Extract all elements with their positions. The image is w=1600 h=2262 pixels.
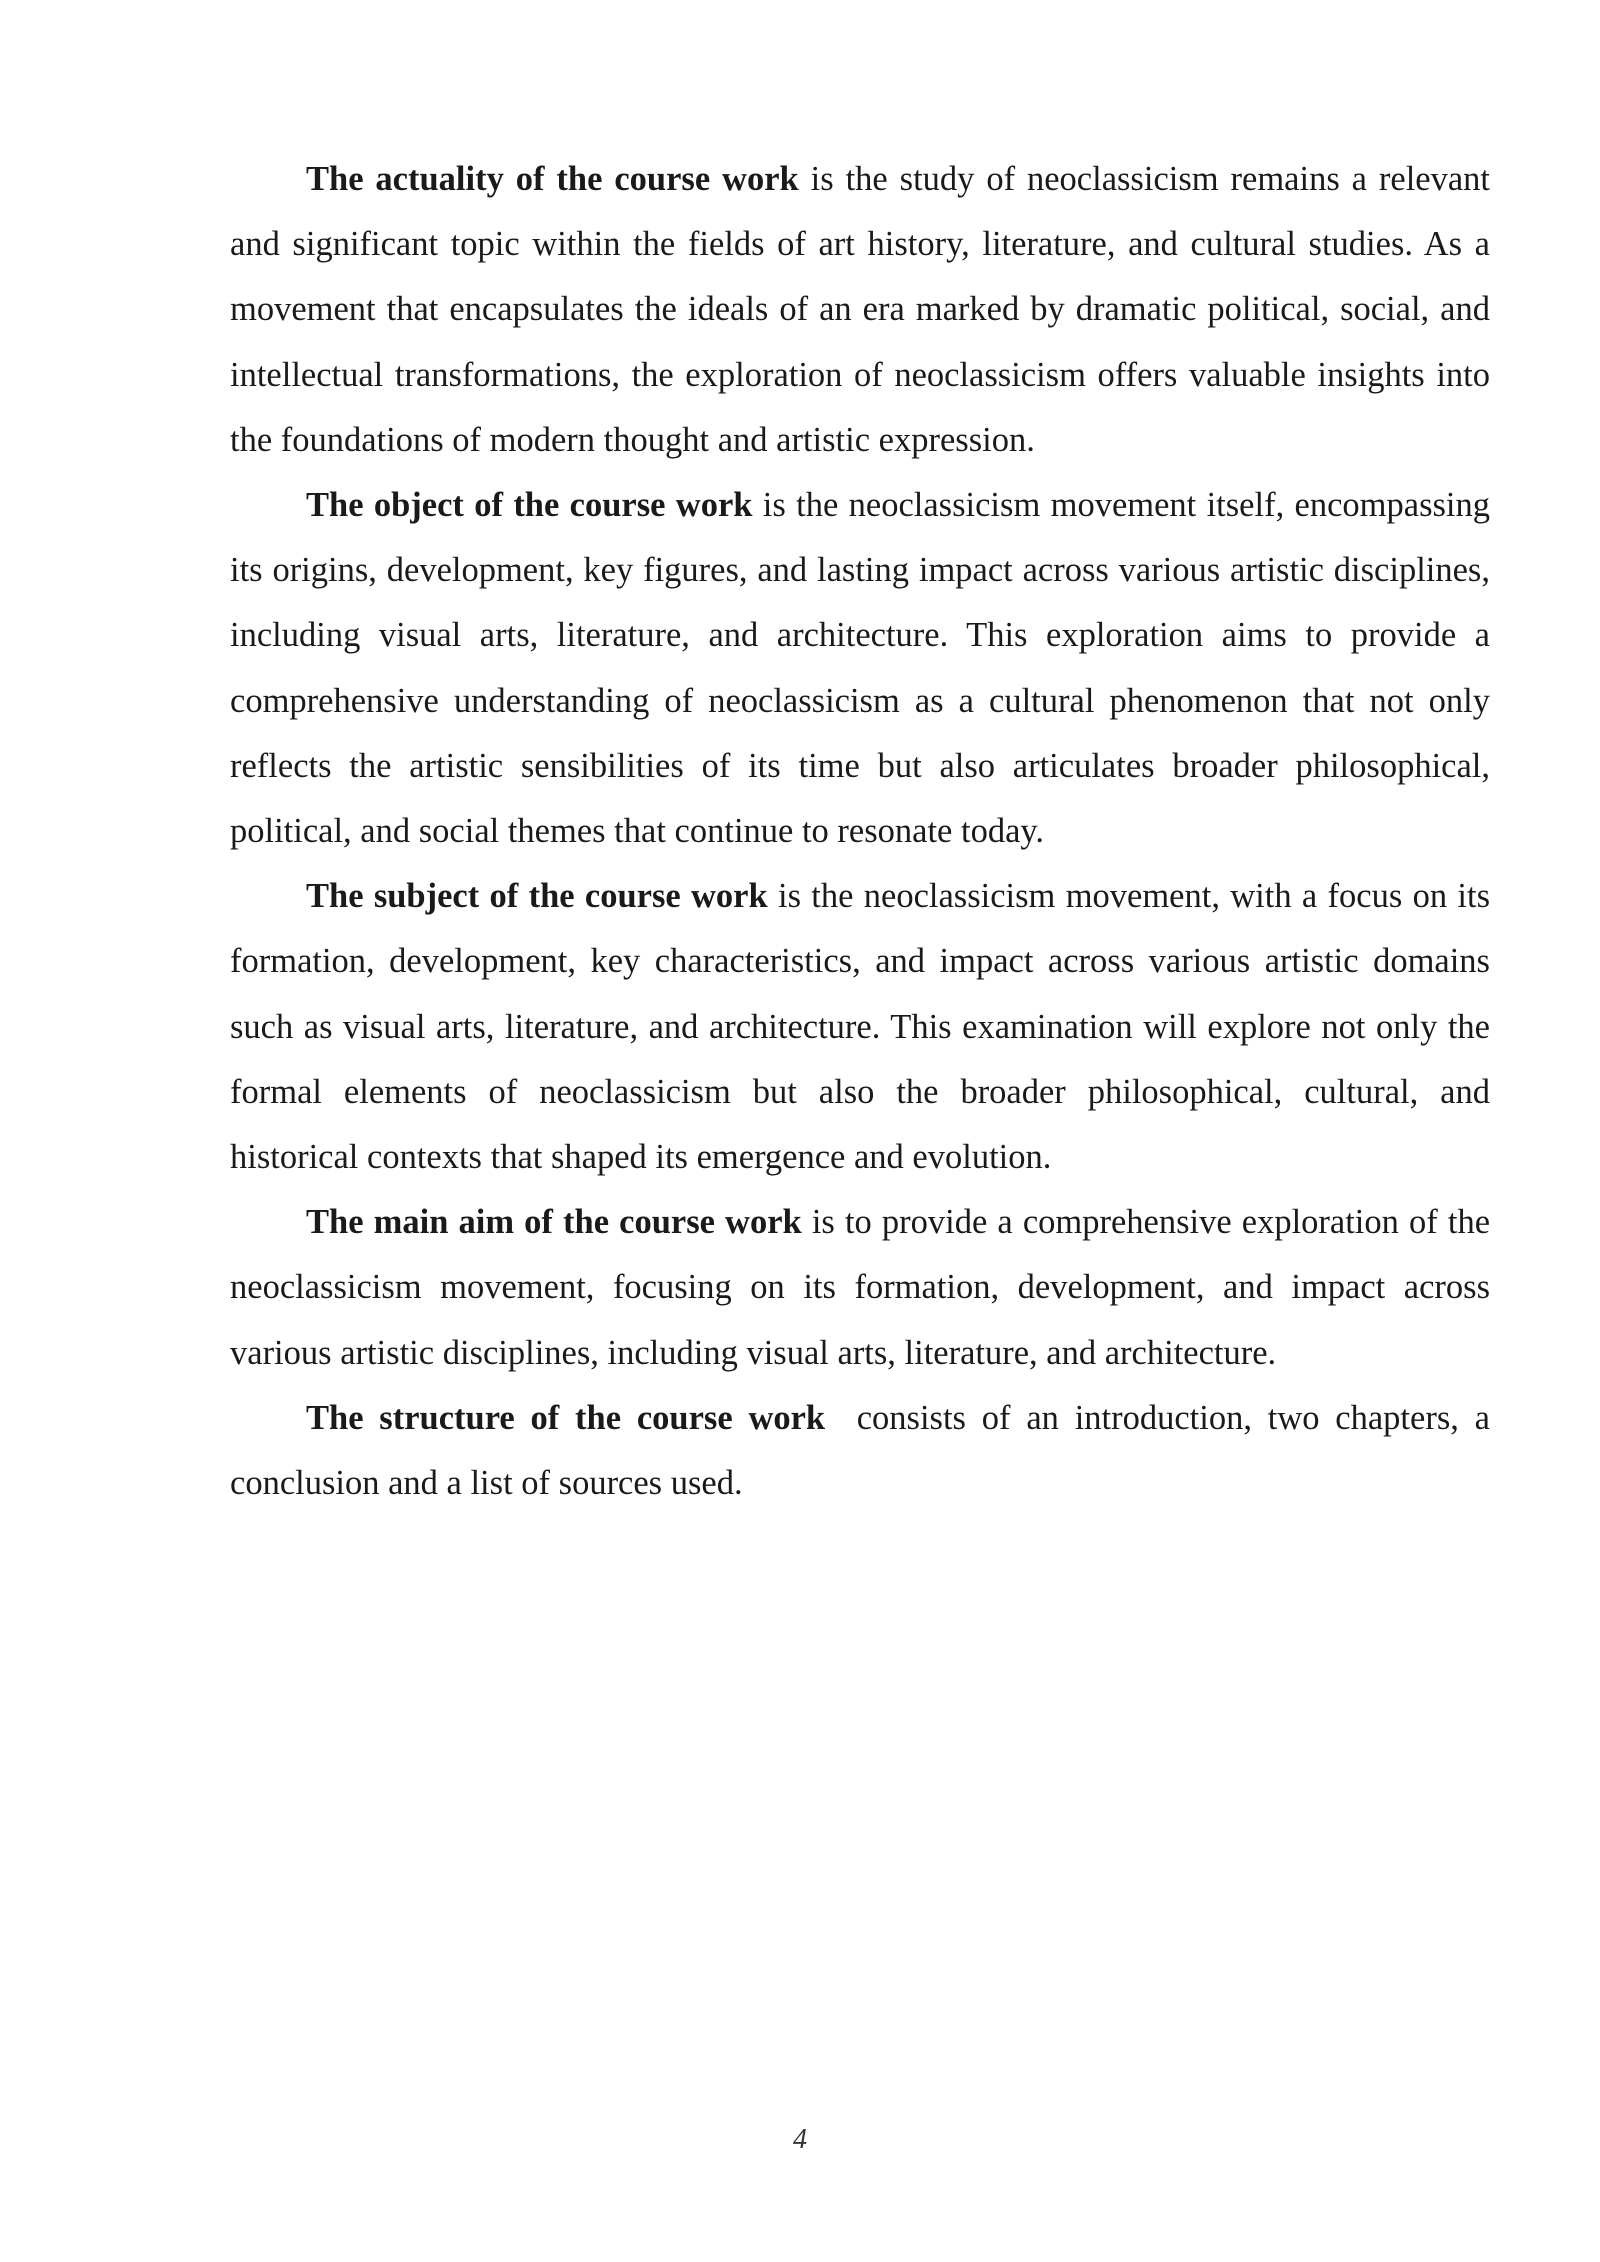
paragraph-lead: The actuality of the course work <box>306 160 799 198</box>
paragraph-actuality <box>230 147 1490 473</box>
paragraph-body: is the neoclassicism movement itself, encompassing its origins, development, key figures, and lasting impact across various artistic disciplines, including visual arts, literature, and architecture. This exploration aims to provide a comprehensive understanding of neoclassicism as a cultural phenomenon that not only reflects the artistic sensibilities of its time but also articulates broader philosophical, political, and social themes that continue to resonate today. <box>230 486 1491 851</box>
paragraph-lead: The main aim of the course work <box>306 1203 802 1242</box>
paragraph-main-aim <box>230 1190 1490 1386</box>
paragraph-object <box>230 473 1490 864</box>
paragraph-lead: The subject of the course work <box>306 877 768 916</box>
paragraph-structure <box>230 1386 1499 1516</box>
body-text <box>230 147 1499 1516</box>
paragraph-lead: The structure of the course work <box>306 1398 826 1437</box>
paragraph-body: is the study of neoclassicism remains a relevant and significant topic within the fields of art history, literature, and cultural studies. As a movement that encapsulates the ideals of an era marked by dramatic political, social, and intellectual transformations, the exploration of neoclassicism offers valuable insights into the foundations of modern thought and artistic expression. <box>230 160 1490 459</box>
paragraph-body: is the neoclassicism movement, with a focus on its formation, development, key characteristics, and impact across various artistic domains such as visual arts, literature, and architecture. This examination will explore not only the formal elements of neoclassicism but also the broader philosophical, cultural, and historical contexts that shaped its emergence and evolution. <box>230 877 1490 1177</box>
page-number: 4 <box>793 2124 807 2155</box>
paragraph-body: is to provide a comprehensive exploration of the neoclassicism movement, focusing on its formation, development, and impact across various artistic disciplines, including visual arts, literature, and architecture. <box>230 1203 1491 1372</box>
paragraph-lead: The object of the course work <box>306 486 753 525</box>
paragraph-subject <box>230 864 1490 1190</box>
paragraph-body: consists of an introduction, two chapters, a conclusion and a list of sources used. <box>230 1398 1499 1503</box>
